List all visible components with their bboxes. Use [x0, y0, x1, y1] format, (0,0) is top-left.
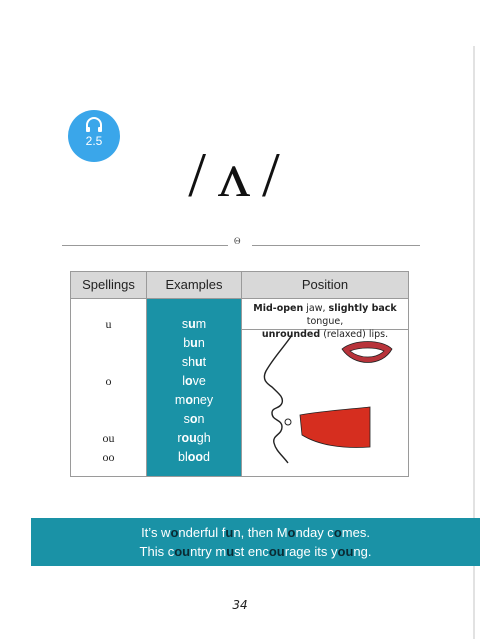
- example-word: blood: [178, 450, 210, 464]
- example-word: shut: [181, 355, 207, 369]
- spelling-item: u: [105, 317, 112, 331]
- sentence-text: st enc: [234, 544, 269, 559]
- header-spellings: Spellings: [82, 277, 135, 292]
- headphones-icon: [85, 117, 103, 133]
- sentence-text: ng.: [353, 544, 372, 559]
- position-description: [242, 299, 408, 340]
- spelling-item: ou: [102, 431, 115, 445]
- position-text: jaw,: [303, 303, 329, 314]
- sentence-text: nday c: [295, 525, 334, 540]
- sentence-text: mes.: [341, 525, 370, 540]
- examples-column: [147, 299, 241, 476]
- mouth-diagram: [242, 331, 408, 476]
- phoneme-title: /ʌ/: [188, 139, 292, 210]
- highlighted-letters: ou: [268, 544, 285, 559]
- highlighted-letters: u: [226, 544, 235, 559]
- position-jaw: Mid-open: [253, 303, 304, 314]
- highlighted-letters: o: [333, 525, 342, 540]
- lips-shape: [342, 342, 392, 363]
- example-word: money: [174, 393, 214, 407]
- sentence-text: ntry m: [190, 544, 227, 559]
- highlighted-letters: ou: [337, 544, 354, 559]
- example-word: bun: [183, 336, 205, 350]
- example-sentence-banner: [31, 518, 480, 566]
- example-word: love: [182, 374, 206, 388]
- spelling-item: oo: [102, 450, 115, 464]
- header-position: Position: [301, 277, 349, 292]
- spelling-table: [70, 271, 409, 477]
- divider-ornament: Θ: [234, 236, 241, 246]
- divider-left: [62, 245, 228, 246]
- position-text: tongue,: [306, 316, 344, 327]
- position-tongue: slightly back: [328, 303, 397, 314]
- example-word: son: [183, 412, 205, 426]
- divider-right: [252, 245, 420, 246]
- highlighted-letters: u: [225, 525, 234, 540]
- tongue-shape: [300, 407, 370, 448]
- highlighted-letters: o: [287, 525, 296, 540]
- sentence-text: rage its y: [284, 544, 338, 559]
- table-header: [71, 272, 408, 299]
- highlighted-letters: ou: [174, 544, 191, 559]
- sentence-text: n, then M: [233, 525, 288, 540]
- example-word: sum: [181, 317, 207, 331]
- example-word: rough: [177, 431, 211, 445]
- teeth-icon: [285, 419, 291, 425]
- audio-track-number: 2.5: [85, 134, 103, 148]
- spelling-item: o: [105, 374, 112, 388]
- banner-line: [31, 523, 480, 542]
- position-lips: unrounded: [261, 329, 321, 340]
- face-profile: [264, 335, 292, 463]
- page-number: 34: [232, 598, 248, 612]
- banner-line: [31, 542, 480, 561]
- sentence-text: This c: [139, 544, 175, 559]
- header-examples: Examples: [165, 277, 223, 292]
- sentence-text: nderful f: [178, 525, 226, 540]
- position-text: (relaxed) lips.: [320, 329, 389, 340]
- highlighted-letters: o: [170, 525, 179, 540]
- sentence-text: It’s w: [141, 525, 171, 540]
